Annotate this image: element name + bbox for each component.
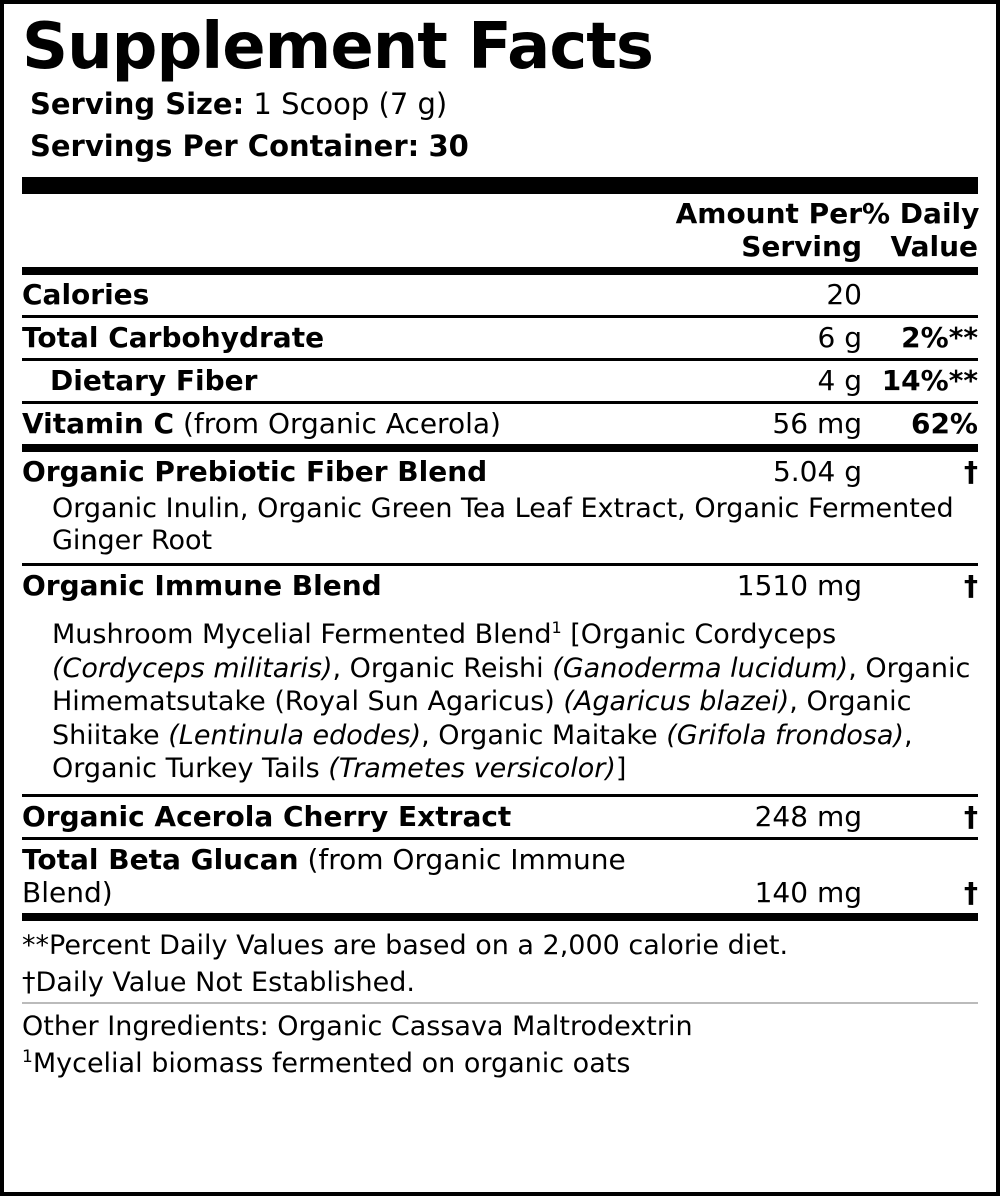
table-row <box>22 318 978 358</box>
divider-after-headers <box>22 267 978 275</box>
immune-desc-lead: Mushroom Mycelial Fermented Blend <box>52 619 552 651</box>
serving-size-value: 1 Scoop (7 g) <box>253 87 448 122</box>
nutrient-table-fiber <box>22 361 978 401</box>
nutrient-table <box>22 275 978 315</box>
daily-value-header <box>862 194 978 267</box>
table-row <box>22 840 978 913</box>
row-name-dietary-fiber: Dietary Fiber <box>50 364 258 398</box>
page-title: Supplement Facts <box>22 10 653 84</box>
immune-desc-footnote-marker: 1 <box>551 618 562 638</box>
row-dv-prebiotic-blend: † <box>964 455 978 489</box>
mycelial-footnote <box>22 1045 978 1082</box>
immune-desc-part4: , Organic Shiitake <box>52 686 912 751</box>
row-dv-calories <box>862 275 978 315</box>
immune-desc-part7: ] <box>615 753 627 785</box>
table-row <box>22 566 978 606</box>
nutrient-table-vitc <box>22 404 978 444</box>
immune-desc-italic5: (Grifola frondosa) <box>666 719 905 751</box>
immune-desc-italic1: (Cordyceps militaris) <box>52 652 333 684</box>
serving-size-label: Serving Size: <box>30 87 245 122</box>
row-dv-dietary-fiber: 14%** <box>881 364 978 398</box>
footnote-percent-dv: **Percent Daily Values are based on a 2,000 calorie diet. <box>22 929 789 961</box>
row-name-immune-blend: Organic Immune Blend <box>22 569 382 603</box>
immune-desc-italic3: (Agaricus blazei) <box>563 686 790 718</box>
immune-desc-part1: [Organic Cordyceps <box>561 619 837 651</box>
table-row <box>22 452 978 492</box>
row-amount-immune-blend: 1510 mg <box>736 569 862 603</box>
header-row-table <box>22 194 978 267</box>
table-row <box>22 404 978 444</box>
row-name-calories: Calories <box>22 278 150 312</box>
row-dv-immune-blend: † <box>964 569 978 603</box>
immune-desc-part2: , Organic Reishi <box>332 652 553 684</box>
row-name-total-beta-glucan <box>22 840 672 913</box>
row-amount-total-carbohydrate: 6 g <box>817 321 862 355</box>
footnotes <box>22 921 978 1002</box>
row-amount-vitamin-c: 56 mg <box>772 407 862 441</box>
serving-size-line <box>30 83 978 125</box>
immune-desc-part3: , Organic Himematsutake (Royal Sun Agaricus) <box>52 652 971 718</box>
row-amount-total-beta-glucan: 140 mg <box>754 875 862 909</box>
mycelial-footnote-marker: 1 <box>22 1047 33 1068</box>
nutrient-table-carb <box>22 318 978 358</box>
immune-desc-italic2: (Ganoderma lucidum) <box>552 652 849 684</box>
table-row <box>22 275 978 315</box>
divider-before-prebiotic <box>22 444 978 452</box>
servings-per-container-line <box>30 125 978 167</box>
servings-per-container-label: Servings Per Container: <box>30 129 420 164</box>
beta-glucan-label: Total Beta Glucan <box>22 842 299 876</box>
row-name-vitamin-c <box>22 404 672 444</box>
amount-header-line2: Serving <box>741 230 862 264</box>
vitamin-c-label: Vitamin C <box>22 407 175 441</box>
acerola-table <box>22 797 978 837</box>
column-headers <box>22 194 978 267</box>
row-amount-dietary-fiber: 4 g <box>817 364 862 398</box>
row-amount-acerola-cherry-extract: 248 mg <box>754 799 862 833</box>
row-name-total-carbohydrate: Total Carbohydrate <box>22 321 325 355</box>
prebiotic-blend-table <box>22 452 978 492</box>
prebiotic-blend-description: Organic Inulin, Organic Green Tea Leaf Extract, Organic Fermented Ginger Root <box>52 492 954 556</box>
other-ingredients: Other Ingredients: Organic Cassava Maltrodextrin <box>22 1011 693 1042</box>
divider-before-footnotes <box>22 913 978 921</box>
immune-blend-description <box>22 606 978 793</box>
servings-per-container-value: 30 <box>428 129 469 164</box>
header-spacer <box>22 194 672 267</box>
table-row <box>22 361 978 401</box>
row-dv-total-carbohydrate: 2%** <box>901 321 978 355</box>
immune-blend-table <box>22 566 978 606</box>
dv-header-line1: % Daily <box>862 197 980 231</box>
vitamin-c-source: (from Organic Acerola) <box>174 407 501 441</box>
amount-per-serving-header <box>672 194 862 267</box>
immune-desc-italic4: (Lentinula edodes) <box>168 719 422 751</box>
dv-header-line2: Value <box>890 230 978 264</box>
immune-desc-italic6: (Trametes versicolor) <box>328 753 616 785</box>
footnote-dv-not-established: †Daily Value Not Established. <box>22 967 415 999</box>
beta-glucan-table <box>22 840 978 913</box>
row-dv-vitamin-c: 62% <box>910 407 978 441</box>
table-row <box>22 797 978 837</box>
beta-glucan-source: (from Organic Immune Blend) <box>22 842 626 909</box>
immune-desc-part5: , Organic Maitake <box>421 719 667 751</box>
amount-header-line1: Amount Per <box>675 197 862 231</box>
row-name-prebiotic-blend: Organic Prebiotic Fiber Blend <box>22 455 488 489</box>
row-dv-total-beta-glucan: † <box>964 875 978 909</box>
row-amount-calories: 20 <box>826 278 862 312</box>
row-name-acerola-cherry-extract: Organic Acerola Cherry Extract <box>22 799 512 833</box>
row-dv-acerola-cherry-extract: † <box>964 799 978 833</box>
immune-desc-part6: , Organic Turkey Tails <box>52 719 913 785</box>
divider-thick-top <box>22 177 978 194</box>
mycelial-footnote-text: Mycelial biomass fermented on organic oats <box>32 1048 631 1080</box>
other-ingredients-block <box>22 1004 978 1083</box>
row-amount-prebiotic-blend: 5.04 g <box>772 455 862 489</box>
